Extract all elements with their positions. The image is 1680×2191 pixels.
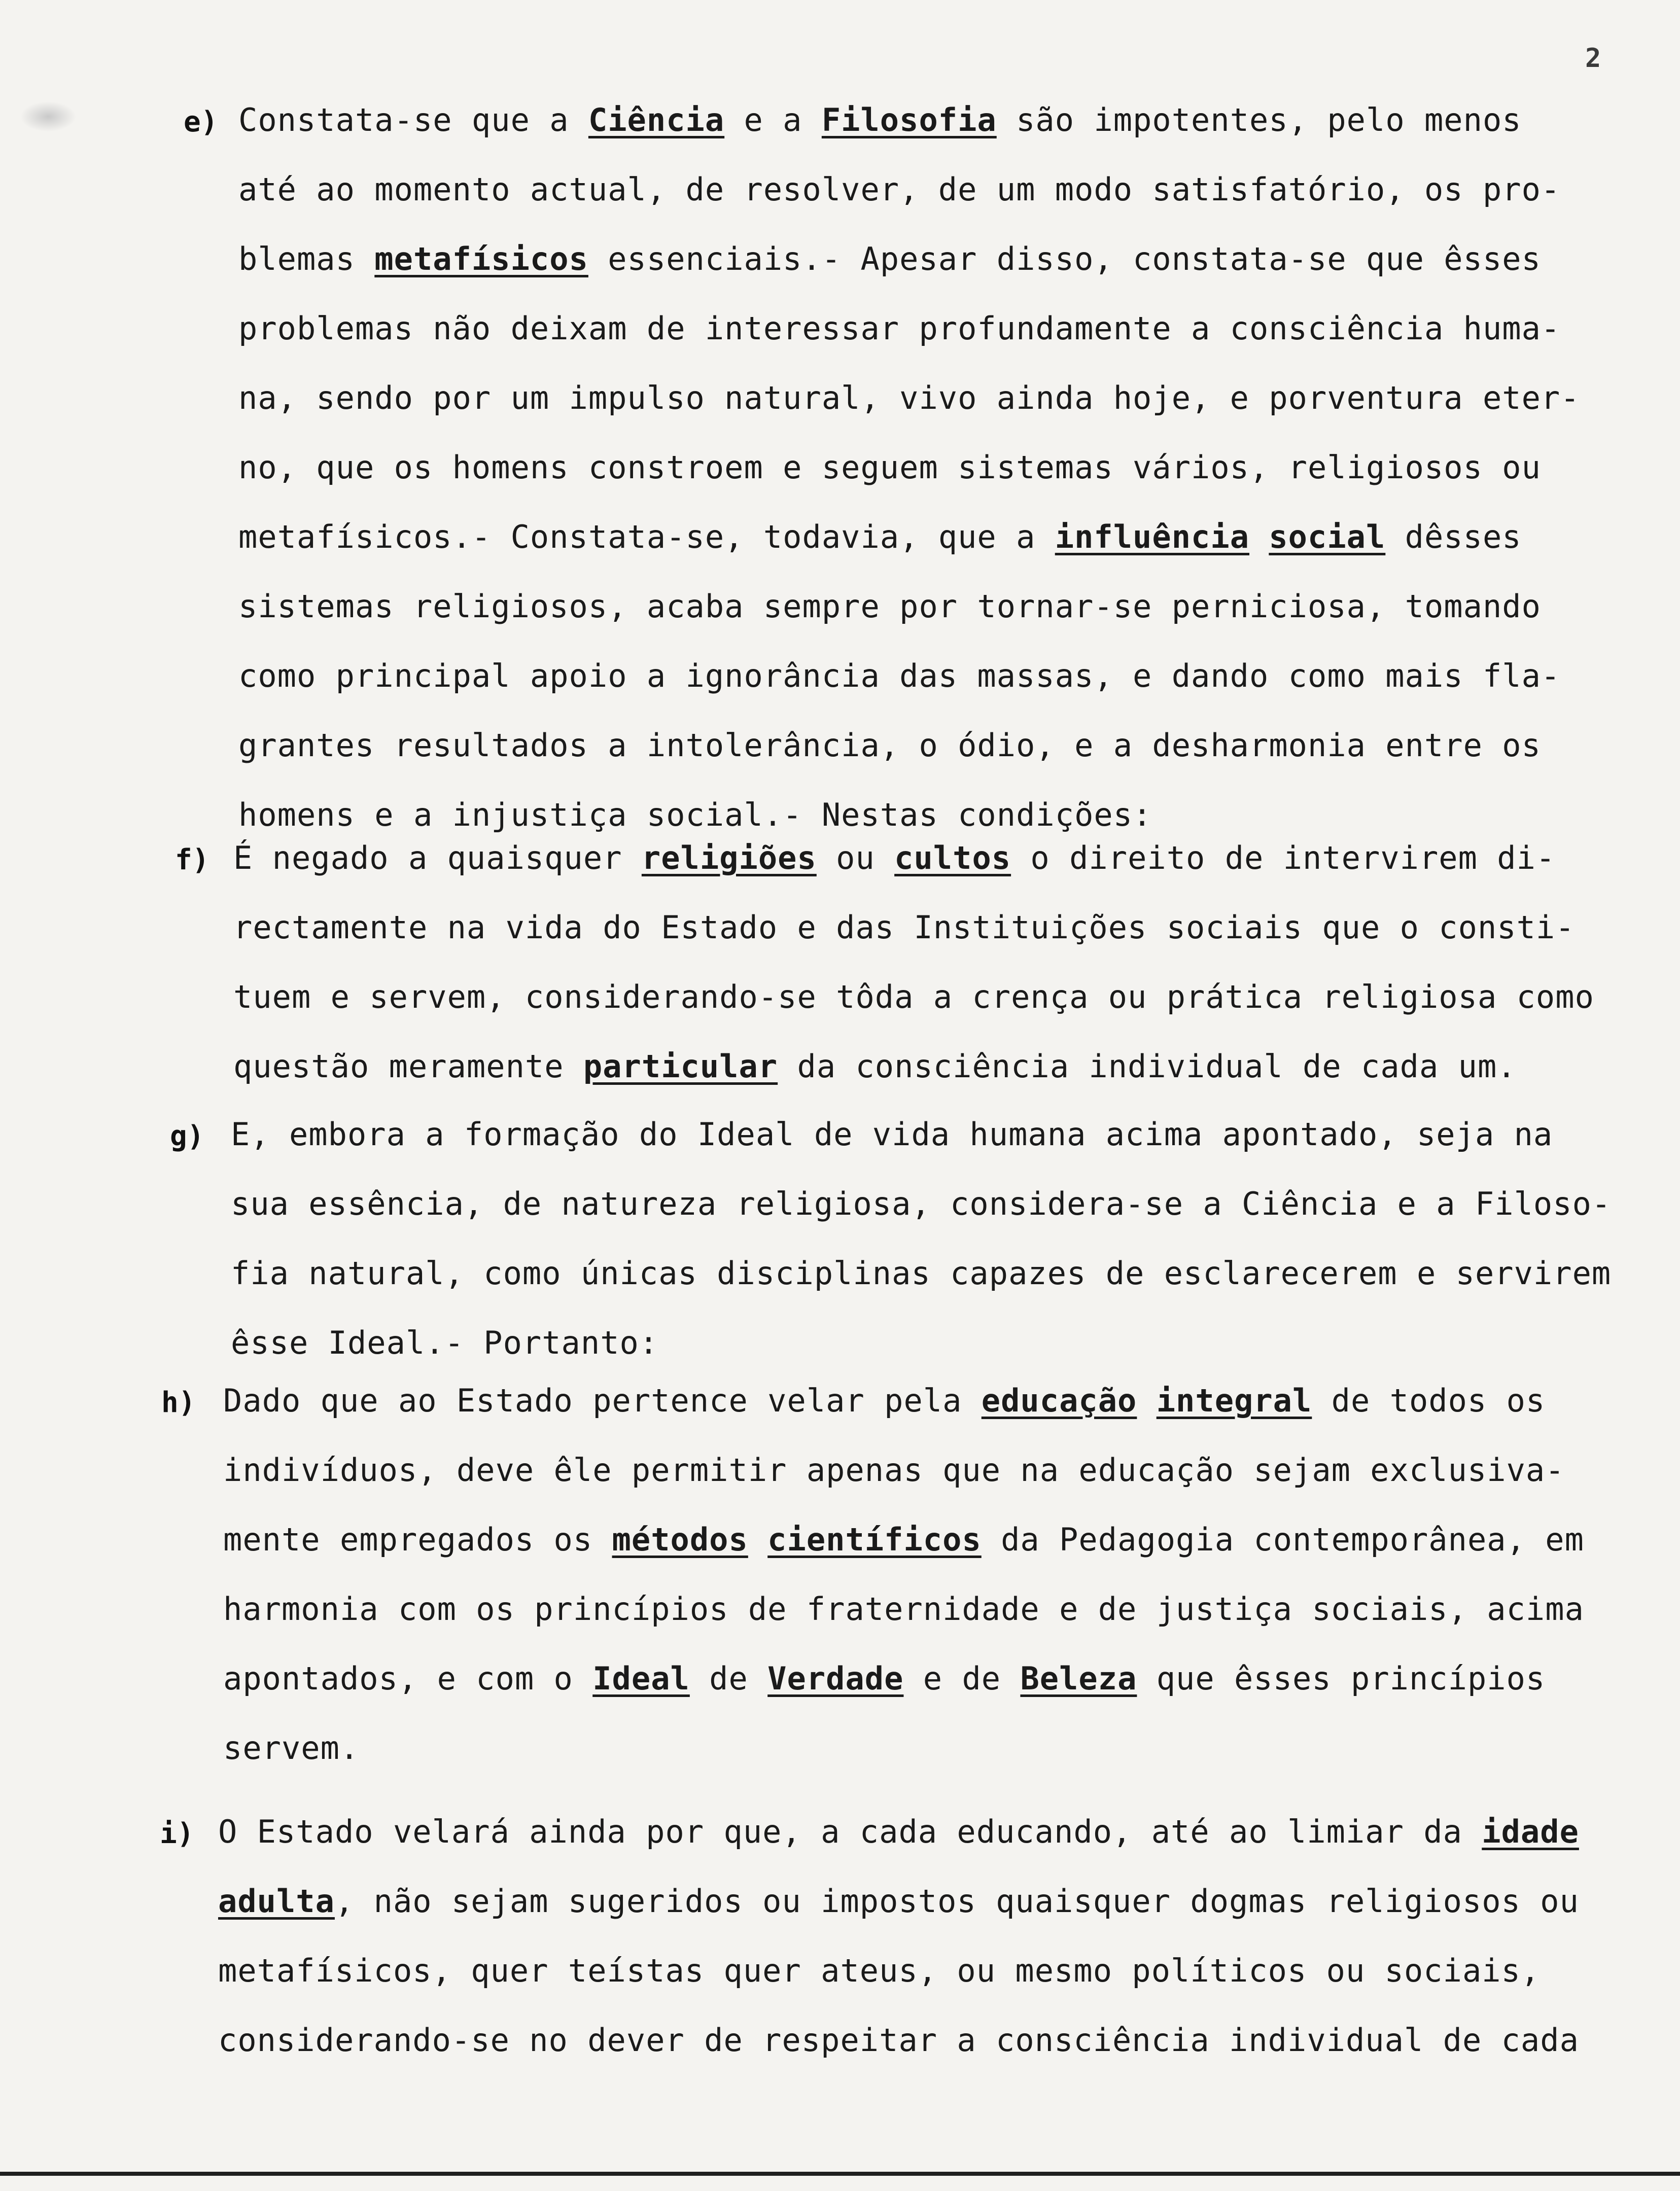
text-line: fia natural, como únicas disciplinas capazes de esclarecerem e servirem: [231, 1255, 1612, 1292]
text-line: problemas não deixam de interessar profundamente a consciência huma-: [238, 310, 1561, 347]
text-line: E, embora a formação do Ideal de vida humana acima apontado, seja na: [231, 1116, 1553, 1153]
text-line: rectamente na vida do Estado e das Instituições sociais que o consti-: [233, 909, 1575, 946]
page-number: 2: [1585, 43, 1601, 74]
item-label: i): [160, 1817, 194, 1850]
text-line: metafísicos, quer teístas quer ateus, ou mesmo políticos ou sociais,: [218, 1952, 1541, 1989]
text-line: até ao momento actual, de resolver, de um modo satisfatório, os pro-: [238, 171, 1561, 208]
text-line: mente empregados os métodos científicos da Pedagogia contemporânea, em: [223, 1521, 1584, 1558]
underlined-term: Ideal: [592, 1660, 690, 1697]
text-line: É negado a quaisquer religiões ou cultos o direito de intervirem di-: [233, 839, 1556, 876]
page-bottom-edge: [0, 2172, 1680, 2176]
text-line: servem.: [223, 1729, 360, 1766]
underlined-term: integral: [1156, 1382, 1312, 1419]
text-line: sua essência, de natureza religiosa, considera-se a Ciência e a Filoso-: [231, 1185, 1612, 1222]
item-label: h): [161, 1386, 196, 1419]
text-line: harmonia com os princípios de fraternidade e de justiça sociais, acima: [223, 1591, 1584, 1628]
underlined-term: Ciência: [588, 101, 725, 138]
text-line: na, sendo por um impulso natural, vivo ainda hoje, e porventura eter-: [238, 379, 1580, 416]
paper-scuff-mark: [20, 101, 76, 132]
underlined-term: Beleza: [1020, 1660, 1137, 1697]
item-label: f): [175, 843, 209, 876]
text-line: blemas metafísicos essenciais.- Apesar disso, constata-se que êsses: [238, 240, 1541, 277]
underlined-term: métodos: [612, 1521, 748, 1558]
underlined-term: adulta: [218, 1883, 335, 1920]
text-line: no, que os homens constroem e seguem sistemas vários, religiosos ou: [238, 449, 1541, 486]
underlined-term: científicos: [767, 1521, 982, 1558]
underlined-term: social: [1269, 518, 1386, 555]
text-line: Constata-se que a Ciência e a Filosofia são impotentes, pelo menos: [238, 101, 1522, 138]
text-line: indivíduos, deve êle permitir apenas que na educação sejam exclusiva-: [223, 1452, 1565, 1489]
underlined-term: educação: [981, 1382, 1137, 1419]
item-label: e): [184, 105, 218, 138]
underlined-term: influência: [1055, 518, 1250, 555]
text-line: como principal apoio a ignorância das massas, e dando como mais fla-: [238, 657, 1561, 694]
underlined-term: Filosofia: [821, 101, 997, 138]
text-line: O Estado velará ainda por que, a cada educando, até ao limiar da idade: [218, 1813, 1579, 1850]
item-label: g): [170, 1120, 204, 1153]
text-line: adulta, não sejam sugeridos ou impostos quaisquer dogmas religiosos ou: [218, 1883, 1579, 1920]
text-line: apontados, e com o Ideal de Verdade e de Beleza que êsses princípios: [223, 1660, 1546, 1697]
underlined-term: cultos: [894, 839, 1011, 876]
text-line: metafísicos.- Constata-se, todavia, que a influência social dêsses: [238, 518, 1522, 555]
text-line: sistemas religiosos, acaba sempre por tornar-se perniciosa, tomando: [238, 588, 1541, 625]
text-line: Dado que ao Estado pertence velar pela educação integral de todos os: [223, 1382, 1546, 1419]
text-line: homens e a injustiça social.- Nestas condições:: [238, 796, 1152, 833]
text-line: considerando-se no dever de respeitar a consciência individual de cada: [218, 2022, 1579, 2059]
underlined-term: idade: [1482, 1813, 1579, 1850]
text-line: êsse Ideal.- Portanto:: [231, 1324, 659, 1361]
text-line: questão meramente particular da consciência individual de cada um.: [233, 1048, 1517, 1085]
underlined-term: Verdade: [767, 1660, 904, 1697]
underlined-term: metafísicos: [374, 240, 588, 277]
text-line: tuem e servem, considerando-se tôda a crença ou prática religiosa como: [233, 978, 1594, 1015]
underlined-term: particular: [583, 1048, 778, 1085]
text-line: grantes resultados a intolerância, o ódio, e a desharmonia entre os: [238, 727, 1541, 764]
underlined-term: religiões: [641, 839, 817, 876]
